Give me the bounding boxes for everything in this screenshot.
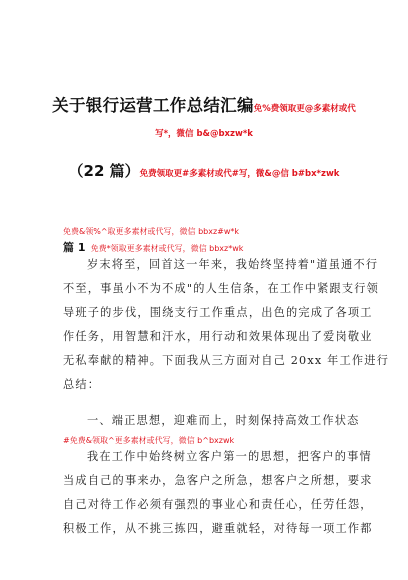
title-watermark-note-2: 写*，微信 b&@bxzw*k — [155, 129, 253, 139]
title-line — [0, 92, 408, 116]
paragraph-line: 当成自己的事来办，急客户之所急，想客户之所想，要求 — [63, 474, 373, 487]
article-heading-line — [63, 236, 243, 255]
article-label: 篇 1 — [63, 241, 86, 254]
title-note-line — [0, 121, 408, 140]
article-count: （22 篇） — [68, 162, 140, 180]
paragraph-line: 积极工作，从不挑三拣四，避重就轻，对待每一项工作都 — [63, 522, 373, 535]
title-watermark-note: 免%费领取更@多素材或代 — [253, 104, 356, 114]
section-heading: 一、端正思想，迎难而上，时刻保持高效工作状态 — [87, 414, 360, 427]
count-watermark-note: 免费领取更#多素材或代#写，微&@信 b#bx*zwk — [139, 169, 340, 179]
paragraph-line: 自己对待工作必须有强烈的事业心和责任心，任劳任怨， — [63, 498, 373, 511]
paragraph-line: 总结： — [63, 378, 101, 391]
document-title: 关于银行运营工作总结汇编 — [52, 96, 254, 115]
paragraph-line: 导班子的步伐，围绕支行工作重点，出色的完成了各项工 — [63, 306, 373, 319]
paragraph-line: 无私奉献的精神。下面我从三方面对自己 20xx 年工作进行 — [63, 354, 390, 367]
section-watermark-note: #免费&领取^更多素材或代写，微信 b^bxzwk — [63, 436, 235, 445]
article-watermark-note: 免费*领取更多素材或代写，微信 bbxz*wk — [90, 244, 244, 253]
paragraph-line: 我在工作中始终树立客户第一的思想，把客户的事情 — [87, 450, 372, 463]
paragraph-line: 岁末将至，回首这一年来，我始终坚持着"道虽通不行 — [87, 258, 379, 271]
paragraph-line: 作任务，用智慧和汗水，用行动和效果体现出了爱岗敬业 — [63, 330, 373, 343]
section-note-line — [63, 428, 234, 447]
watermark-note: 免费&领%^取更多素材或代写，微信 bbxz#w*k — [63, 227, 240, 236]
count-line — [0, 160, 408, 181]
paragraph-line: 不至，事虽小不为不成"的人生信条，在工作中紧跟支行领 — [63, 282, 380, 295]
